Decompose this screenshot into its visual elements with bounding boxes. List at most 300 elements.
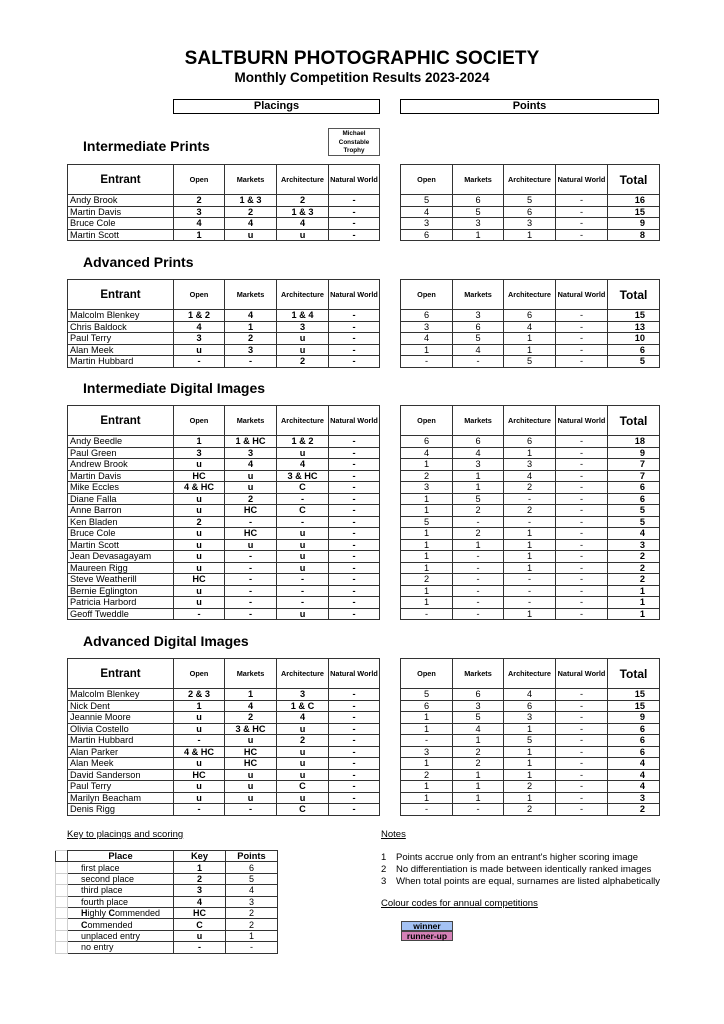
points-natural-world: -: [556, 735, 608, 747]
placings-header-row: [68, 280, 380, 310]
points-natural-world: -: [556, 482, 608, 494]
entrant-row: [68, 436, 380, 448]
points-row: [401, 539, 660, 551]
key-row: [56, 862, 278, 873]
placing-markets: 4: [225, 218, 277, 230]
points-natural-world: -: [556, 769, 608, 781]
entrant-name: Denis Rigg: [68, 804, 174, 816]
colour-codes-title: Colour codes for annual competitions: [381, 898, 538, 909]
points-markets: -: [453, 608, 504, 620]
placing-natural-world: -: [329, 516, 380, 528]
points-row: [401, 700, 660, 712]
points-open: 3: [401, 321, 453, 333]
placing-architecture: u: [277, 333, 329, 345]
placing-markets: u: [225, 781, 277, 793]
key-stub: [56, 919, 68, 930]
column-header-architecture: Architecture: [504, 659, 556, 689]
points-open: -: [401, 735, 453, 747]
placing-open: u: [174, 344, 225, 356]
points-architecture: 1: [504, 539, 556, 551]
key-place-initial: C: [108, 908, 116, 919]
key-stub: [56, 942, 68, 953]
placing-markets: 3 & HC: [225, 723, 277, 735]
points-total: 16: [608, 195, 660, 207]
points-natural-world: -: [556, 689, 608, 701]
entrant-row: [68, 562, 380, 574]
column-header-natural-world: Natural World: [556, 659, 608, 689]
note-item: [381, 852, 660, 864]
key-code: C: [174, 919, 226, 930]
key-code: 4: [174, 896, 226, 907]
points-row: [401, 493, 660, 505]
points-natural-world: -: [556, 229, 608, 241]
placing-markets: u: [225, 769, 277, 781]
points-row: [401, 746, 660, 758]
key-place: second place: [68, 873, 174, 884]
placing-markets: u: [225, 229, 277, 241]
points-total: 4: [608, 528, 660, 540]
key-header-points: Points: [226, 851, 278, 862]
points-total: 15: [608, 310, 660, 322]
placing-open: u: [174, 723, 225, 735]
points-natural-world: -: [556, 528, 608, 540]
placing-open: 1 & 2: [174, 310, 225, 322]
key-stub: [56, 851, 68, 862]
points-row: [401, 769, 660, 781]
entrant-row: [68, 700, 380, 712]
key-stub: [56, 896, 68, 907]
placing-architecture: u: [277, 792, 329, 804]
points-row: [401, 689, 660, 701]
points-row: [401, 344, 660, 356]
placing-open: 3: [174, 447, 225, 459]
placing-natural-world: -: [329, 482, 380, 494]
points-architecture: 6: [504, 310, 556, 322]
page-title: SALTBURN PHOTOGRAPHIC SOCIETY: [184, 48, 540, 69]
points-natural-world: -: [556, 321, 608, 333]
points-header-row: [401, 280, 660, 310]
placing-architecture: 2: [277, 735, 329, 747]
points-markets: -: [453, 516, 504, 528]
column-header-natural-world: Natural World: [329, 165, 380, 195]
placing-architecture: 2: [277, 195, 329, 207]
entrant-row: [68, 597, 380, 609]
column-header-architecture: Architecture: [277, 659, 329, 689]
section-title: Intermediate Digital Images: [83, 380, 266, 396]
placings-table: [67, 658, 380, 816]
placing-architecture: u: [277, 551, 329, 563]
key-code: 2: [174, 873, 226, 884]
points-open: 3: [401, 746, 453, 758]
column-header-open: Open: [401, 165, 453, 195]
placing-architecture: 3: [277, 321, 329, 333]
key-place: [68, 907, 174, 918]
points-natural-world: -: [556, 574, 608, 586]
points-row: [401, 310, 660, 322]
placing-markets: u: [225, 735, 277, 747]
points-architecture: 1: [504, 769, 556, 781]
entrant-row: [68, 470, 380, 482]
points-markets: -: [453, 804, 504, 816]
entrant-row: [68, 459, 380, 471]
points-open: 6: [401, 310, 453, 322]
points-markets: 6: [453, 195, 504, 207]
points-open: 2: [401, 769, 453, 781]
placing-natural-world: -: [329, 493, 380, 505]
points-architecture: 5: [504, 356, 556, 368]
points-architecture: 4: [504, 470, 556, 482]
key-code: -: [174, 942, 226, 953]
points-total: 5: [608, 516, 660, 528]
points-open: -: [401, 356, 453, 368]
points-row: [401, 436, 660, 448]
points-row: [401, 585, 660, 597]
points-markets: 3: [453, 310, 504, 322]
placing-open: -: [174, 735, 225, 747]
points-natural-world: -: [556, 804, 608, 816]
points-total: 3: [608, 539, 660, 551]
placing-open: 4 & HC: [174, 746, 225, 758]
points-row: [401, 195, 660, 207]
entrant-name: Paul Green: [68, 447, 174, 459]
points-total: 3: [608, 792, 660, 804]
points-markets: 3: [453, 218, 504, 230]
note-item: [381, 876, 660, 888]
column-header-open: Open: [401, 659, 453, 689]
key-place: fourth place: [68, 896, 174, 907]
points-open: 2: [401, 574, 453, 586]
placing-architecture: 4: [277, 218, 329, 230]
points-architecture: 1: [504, 528, 556, 540]
points-architecture: 1: [504, 344, 556, 356]
points-architecture: 6: [504, 700, 556, 712]
placing-architecture: u: [277, 344, 329, 356]
entrant-name: Geoff Tweddle: [68, 608, 174, 620]
placing-markets: -: [225, 562, 277, 574]
points-row: [401, 482, 660, 494]
entrant-name: Alan Meek: [68, 758, 174, 770]
placing-open: -: [174, 356, 225, 368]
placing-open: -: [174, 804, 225, 816]
points-row: [401, 229, 660, 241]
placing-architecture: u: [277, 608, 329, 620]
points-open: 6: [401, 229, 453, 241]
points-total: 6: [608, 493, 660, 505]
points-total: 18: [608, 436, 660, 448]
points-row: [401, 723, 660, 735]
entrant-row: [68, 218, 380, 230]
points-architecture: 3: [504, 712, 556, 724]
points-open: 1: [401, 712, 453, 724]
placing-natural-world: -: [329, 608, 380, 620]
placing-markets: HC: [225, 505, 277, 517]
key-stub: [56, 862, 68, 873]
placing-markets: 3: [225, 447, 277, 459]
points-markets: 1: [453, 781, 504, 793]
points-architecture: 3: [504, 459, 556, 471]
points-architecture: 1: [504, 746, 556, 758]
points-architecture: 1: [504, 551, 556, 563]
points-architecture: -: [504, 597, 556, 609]
points-table: [400, 658, 660, 816]
entrant-name: Jean Devasagayam: [68, 551, 174, 563]
points-natural-world: -: [556, 608, 608, 620]
key-stub: [56, 907, 68, 918]
points-natural-world: -: [556, 585, 608, 597]
points-row: [401, 804, 660, 816]
placing-open: u: [174, 505, 225, 517]
points-open: 1: [401, 539, 453, 551]
entrant-row: [68, 574, 380, 586]
key-row: [56, 873, 278, 884]
placing-markets: HC: [225, 528, 277, 540]
column-header-open: Open: [174, 165, 225, 195]
points-open: 1: [401, 781, 453, 793]
placing-natural-world: -: [329, 459, 380, 471]
entrant-row: [68, 482, 380, 494]
points-total: 9: [608, 712, 660, 724]
placing-natural-world: -: [329, 562, 380, 574]
points-architecture: 1: [504, 333, 556, 345]
key-points: 6: [226, 862, 278, 873]
points-open: 5: [401, 195, 453, 207]
placing-architecture: C: [277, 804, 329, 816]
column-header-markets: Markets: [225, 406, 277, 436]
placing-markets: HC: [225, 758, 277, 770]
entrant-name: Malcolm Blenkey: [68, 310, 174, 322]
trophy-line: Michael: [342, 130, 366, 137]
key-place: no entry: [68, 942, 174, 953]
entrant-row: [68, 792, 380, 804]
placing-natural-world: -: [329, 436, 380, 448]
entrant-name: Patricia Harbord: [68, 597, 174, 609]
points-natural-world: -: [556, 539, 608, 551]
winner-legend: winner: [401, 921, 453, 931]
points-markets: 6: [453, 321, 504, 333]
entrant-row: [68, 206, 380, 218]
points-header-row: [401, 406, 660, 436]
points-markets: 3: [453, 459, 504, 471]
placing-architecture: u: [277, 769, 329, 781]
points-row: [401, 562, 660, 574]
points-open: 1: [401, 528, 453, 540]
points-natural-world: -: [556, 218, 608, 230]
entrant-name: Paul Terry: [68, 781, 174, 793]
points-markets: 5: [453, 333, 504, 345]
placing-natural-world: -: [329, 344, 380, 356]
placing-natural-world: -: [329, 574, 380, 586]
entrant-row: [68, 746, 380, 758]
placing-open: 1: [174, 229, 225, 241]
points-natural-world: -: [556, 493, 608, 505]
points-open: 5: [401, 689, 453, 701]
points-natural-world: -: [556, 781, 608, 793]
entrant-name: Paul Terry: [68, 333, 174, 345]
note-text: No differentiation is made between identically ranked images: [396, 864, 652, 875]
points-total: 4: [608, 758, 660, 770]
entrant-name: Bruce Cole: [68, 528, 174, 540]
placing-architecture: 3 & HC: [277, 470, 329, 482]
entrant-name: Marilyn Beacham: [68, 792, 174, 804]
points-row: [401, 333, 660, 345]
points-table: [400, 164, 660, 241]
points-architecture: 2: [504, 781, 556, 793]
points-row: [401, 447, 660, 459]
placings-header-row: [68, 165, 380, 195]
points-open: 1: [401, 585, 453, 597]
points-open: 1: [401, 505, 453, 517]
key-points: 4: [226, 885, 278, 896]
entrant-row: [68, 585, 380, 597]
points-architecture: 1: [504, 608, 556, 620]
placing-markets: 2: [225, 712, 277, 724]
placings-header-row: [68, 406, 380, 436]
points-open: -: [401, 608, 453, 620]
placing-architecture: 4: [277, 459, 329, 471]
column-header-entrant: Entrant: [68, 280, 174, 310]
placing-open: 2: [174, 195, 225, 207]
points-total: 15: [608, 689, 660, 701]
points-natural-world: -: [556, 310, 608, 322]
placing-natural-world: -: [329, 723, 380, 735]
points-open: -: [401, 804, 453, 816]
points-open: 1: [401, 597, 453, 609]
points-open: 1: [401, 723, 453, 735]
placing-natural-world: -: [329, 804, 380, 816]
points-architecture: -: [504, 516, 556, 528]
points-row: [401, 574, 660, 586]
entrant-row: [68, 689, 380, 701]
placing-architecture: -: [277, 493, 329, 505]
points-architecture: -: [504, 493, 556, 505]
points-total: 9: [608, 218, 660, 230]
entrant-name: Ken Bladen: [68, 516, 174, 528]
placings-table: [67, 164, 380, 241]
entrant-row: [68, 539, 380, 551]
points-architecture: 5: [504, 195, 556, 207]
points-markets: -: [453, 597, 504, 609]
placing-architecture: 1 & 4: [277, 310, 329, 322]
placing-markets: HC: [225, 746, 277, 758]
placing-open: u: [174, 528, 225, 540]
points-architecture: 6: [504, 206, 556, 218]
key-header-row: [56, 851, 278, 862]
placing-open: 1: [174, 700, 225, 712]
entrant-name: Mike Eccles: [68, 482, 174, 494]
points-markets: 4: [453, 723, 504, 735]
column-header-markets: Markets: [225, 165, 277, 195]
entrant-name: Nick Dent: [68, 700, 174, 712]
entrant-name: Jeannie Moore: [68, 712, 174, 724]
placings-banner: Placings: [173, 99, 380, 114]
placing-architecture: u: [277, 447, 329, 459]
points-total: 7: [608, 459, 660, 471]
entrant-row: [68, 551, 380, 563]
entrant-row: [68, 321, 380, 333]
points-total: 15: [608, 206, 660, 218]
notes-list: [381, 852, 660, 888]
column-header-architecture: Architecture: [277, 280, 329, 310]
placing-natural-world: -: [329, 470, 380, 482]
key-place: [68, 919, 174, 930]
entrant-row: [68, 229, 380, 241]
note-text: When total points are equal, surnames are listed alphabetically: [396, 876, 661, 887]
entrant-row: [68, 516, 380, 528]
points-open: 4: [401, 206, 453, 218]
points-architecture: -: [504, 574, 556, 586]
points-row: [401, 758, 660, 770]
placing-natural-world: -: [329, 505, 380, 517]
placing-markets: 1 & HC: [225, 436, 277, 448]
placing-natural-world: -: [329, 195, 380, 207]
points-total: 15: [608, 700, 660, 712]
points-open: 2: [401, 470, 453, 482]
placing-natural-world: -: [329, 781, 380, 793]
placing-open: u: [174, 792, 225, 804]
key-table: [55, 850, 278, 954]
entrant-name: Bernie Eglington: [68, 585, 174, 597]
placing-open: u: [174, 493, 225, 505]
points-total: 6: [608, 735, 660, 747]
points-row: [401, 712, 660, 724]
placing-natural-world: -: [329, 712, 380, 724]
key-title: Key to placings and scoring: [67, 829, 184, 840]
entrant-name: Martin Hubbard: [68, 735, 174, 747]
placing-open: -: [174, 608, 225, 620]
points-markets: 1: [453, 735, 504, 747]
points-architecture: 2: [504, 804, 556, 816]
points-natural-world: -: [556, 436, 608, 448]
placing-open: u: [174, 712, 225, 724]
points-natural-world: -: [556, 516, 608, 528]
placing-open: u: [174, 758, 225, 770]
points-table: [400, 405, 660, 620]
points-markets: 6: [453, 689, 504, 701]
placing-markets: -: [225, 608, 277, 620]
placing-natural-world: -: [329, 218, 380, 230]
column-header-open: Open: [401, 280, 453, 310]
points-row: [401, 206, 660, 218]
placing-markets: 1: [225, 689, 277, 701]
points-natural-world: -: [556, 470, 608, 482]
placing-architecture: 1 & 2: [277, 436, 329, 448]
points-markets: 1: [453, 792, 504, 804]
column-header-total: Total: [608, 165, 660, 195]
placing-architecture: 3: [277, 689, 329, 701]
points-markets: -: [453, 585, 504, 597]
points-architecture: 2: [504, 482, 556, 494]
points-total: 5: [608, 505, 660, 517]
points-architecture: 1: [504, 723, 556, 735]
points-row: [401, 218, 660, 230]
placing-natural-world: -: [329, 551, 380, 563]
entrant-name: Andy Brook: [68, 195, 174, 207]
placing-open: 4: [174, 218, 225, 230]
page-subtitle: Monthly Competition Results 2023-2024: [234, 70, 490, 85]
placing-architecture: 1 & C: [277, 700, 329, 712]
placing-architecture: C: [277, 482, 329, 494]
placing-architecture: u: [277, 539, 329, 551]
placing-architecture: u: [277, 746, 329, 758]
entrant-row: [68, 712, 380, 724]
entrant-name: Olivia Costello: [68, 723, 174, 735]
points-architecture: 6: [504, 436, 556, 448]
points-natural-world: -: [556, 505, 608, 517]
points-markets: 6: [453, 436, 504, 448]
points-open: 1: [401, 562, 453, 574]
placing-architecture: 1 & 3: [277, 206, 329, 218]
section-title: Intermediate Prints: [83, 138, 210, 154]
